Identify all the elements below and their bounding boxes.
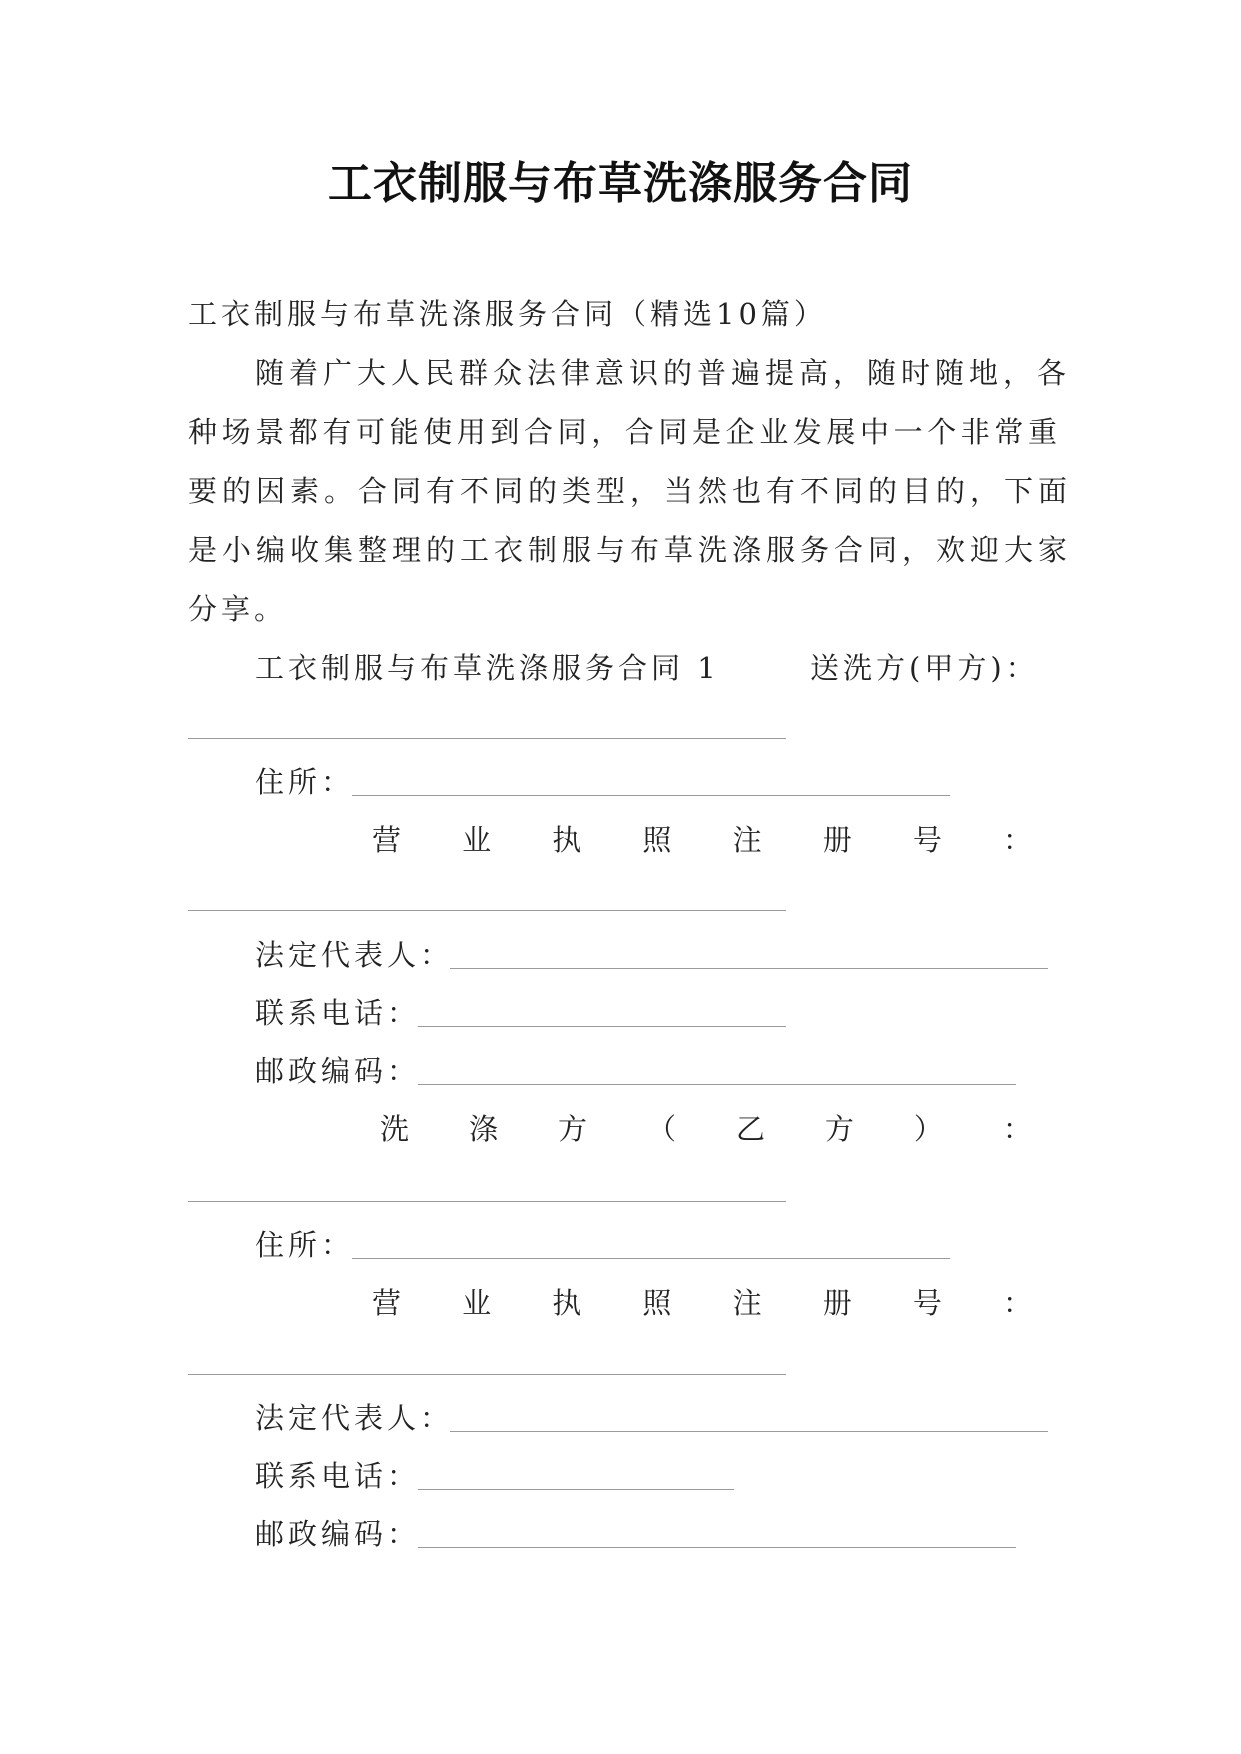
intro-line-2: 种场景都有可能使用到合同，合同是企业发展中一个非常重	[188, 415, 1062, 449]
party-a-postal-label: 邮政编码：	[255, 1054, 421, 1088]
party-a-label: 送洗方(甲方)：	[810, 651, 1039, 685]
party-a-legal-rep-label: 法定代表人：	[255, 938, 454, 972]
party-b-postal-blank[interactable]	[418, 1547, 1016, 1548]
party-a-postal-blank[interactable]	[418, 1084, 1016, 1085]
party-b-license-blank[interactable]	[188, 1374, 786, 1375]
document-subtitle: 工衣制服与布草洗涤服务合同（精选10篇）	[188, 297, 827, 331]
intro-line-5: 分享。	[188, 592, 288, 626]
party-a-legal-rep-blank[interactable]	[450, 968, 1048, 969]
party-b-address-label: 住所：	[255, 1228, 355, 1262]
party-a-address-blank[interactable]	[352, 795, 950, 796]
party-b-phone-label: 联系电话：	[255, 1459, 421, 1493]
party-a-phone-label: 联系电话：	[255, 996, 421, 1030]
document-title: 工衣制服与布草洗涤服务合同	[328, 158, 913, 209]
party-a-name-blank[interactable]	[188, 738, 786, 739]
party-a-phone-blank[interactable]	[418, 1026, 786, 1027]
party-b-name-blank[interactable]	[188, 1201, 786, 1202]
intro-line-3: 要的因素。合同有不同的类型，当然也有不同的目的，下面	[188, 474, 1073, 508]
party-b-legal-rep-label: 法定代表人：	[255, 1401, 454, 1435]
contract-heading: 工衣制服与布草洗涤服务合同 1	[255, 651, 720, 685]
party-b-legal-rep-blank[interactable]	[450, 1431, 1048, 1432]
party-a-address-label: 住所：	[255, 765, 355, 799]
party-b-address-blank[interactable]	[352, 1258, 950, 1259]
intro-line-4: 是小编收集整理的工衣制服与布草洗涤服务合同，欢迎大家	[188, 533, 1073, 567]
party-a-license-label: 营 业 执 照 注 册 号 ：	[372, 823, 1032, 857]
party-b-license-label: 营 业 执 照 注 册 号 ：	[372, 1286, 1032, 1320]
party-b-label: 洗 涤 方 （ 乙 方 ） ：	[380, 1112, 1032, 1146]
party-a-license-blank[interactable]	[188, 910, 786, 911]
party-b-phone-blank[interactable]	[418, 1489, 734, 1490]
intro-line-1: 随着广大人民群众法律意识的普遍提高，随时随地，各	[255, 356, 1072, 390]
party-b-postal-label: 邮政编码：	[255, 1517, 421, 1551]
